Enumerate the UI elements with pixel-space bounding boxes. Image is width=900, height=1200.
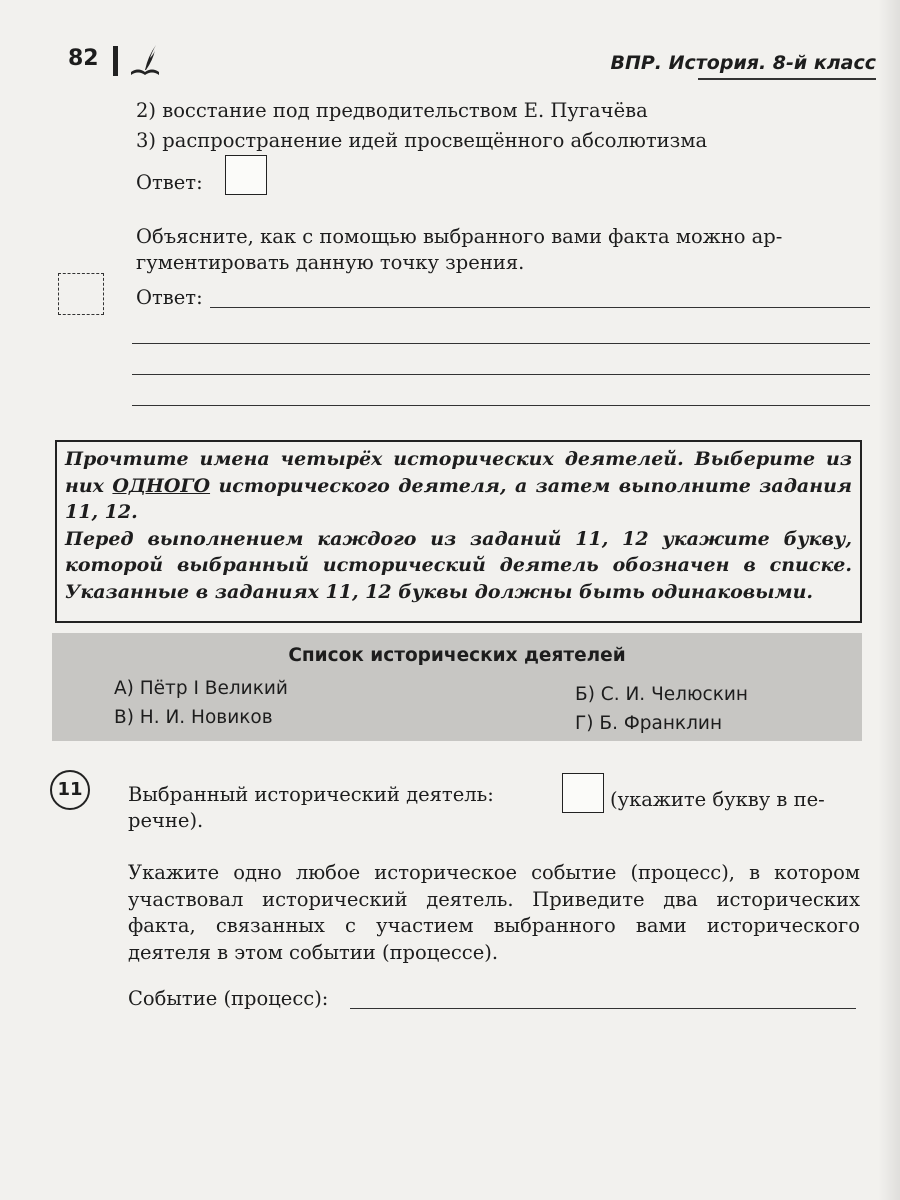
page-number: 82: [68, 46, 99, 71]
explain-prompt-line-2: гументировать данную точку зрения.: [136, 251, 525, 274]
instructions-emphasis: ОДНОГО: [112, 474, 211, 497]
answer-label-2: Ответ:: [136, 286, 203, 309]
instructions-text-1: Прочтите имена четырёх исторических деятелей. Выберите из них: [65, 448, 852, 497]
header-rule: [698, 78, 876, 80]
book-quill-icon: [128, 42, 162, 78]
book-title: ВПР. История. 8-й класс: [610, 52, 876, 74]
selected-letter-box[interactable]: [562, 773, 604, 813]
answer-line-3[interactable]: [132, 374, 870, 375]
answer-box[interactable]: [225, 155, 267, 195]
event-label: Событие (процесс):: [128, 987, 329, 1010]
answer-label: Ответ:: [136, 171, 203, 194]
task-number-badge: 11: [50, 770, 90, 810]
event-answer-line[interactable]: [350, 1008, 856, 1009]
page-header: [68, 42, 876, 82]
instructions-text-2: исторического деятеля, а затем выполните задания 11, 12.: [65, 474, 853, 523]
selected-figure-label: Выбранный исторический деятель:: [128, 783, 494, 806]
selected-hint-2: речне).: [128, 809, 204, 832]
answer-line-1[interactable]: [210, 307, 870, 308]
selected-hint-1: (укажите букву в пе-: [610, 788, 825, 811]
instructions-paragraph-2: Перед выполнением каждого из заданий 11, 12 укажите букву, которой выбранный исторический деятель обозначен в списке. Указанные в заданиях 11, 12 буквы должны быть одинаковыми.: [65, 527, 852, 603]
instructions-box: [55, 440, 862, 623]
figures-list-panel: [52, 633, 862, 741]
option-3: 3) распространение идей просвещённого абсолютизма: [136, 129, 708, 152]
answer-line-2[interactable]: [132, 343, 870, 344]
header-divider: [113, 46, 118, 76]
explain-prompt-line-1: Объясните, как с помощью выбранного вами факта можно ар-: [136, 225, 783, 248]
figure-option-b: Б) С. И. Челюскин: [575, 684, 748, 705]
task-prompt-text: Укажите одно любое историческое событие (процесс), в котором участвовал исторический деятель. Приведите два исторических факта, связанных с участием выбранного вами исторического деятеля в этом событии (процессе).: [128, 861, 860, 964]
figures-list-title: Список исторических деятелей: [288, 645, 626, 666]
page-edge-shadow: [878, 0, 900, 1200]
figure-option-g: Г) Б. Франклин: [575, 713, 723, 734]
task-prompt: [128, 860, 860, 966]
score-box: [58, 273, 104, 315]
answer-line-4[interactable]: [132, 405, 870, 406]
option-2: 2) восстание под предводительством Е. Пугачёва: [136, 99, 648, 122]
instructions-paragraph-1: [65, 446, 852, 526]
figure-option-a: А) Пётр I Великий: [114, 678, 288, 699]
figure-option-v: В) Н. И. Новиков: [114, 707, 273, 728]
